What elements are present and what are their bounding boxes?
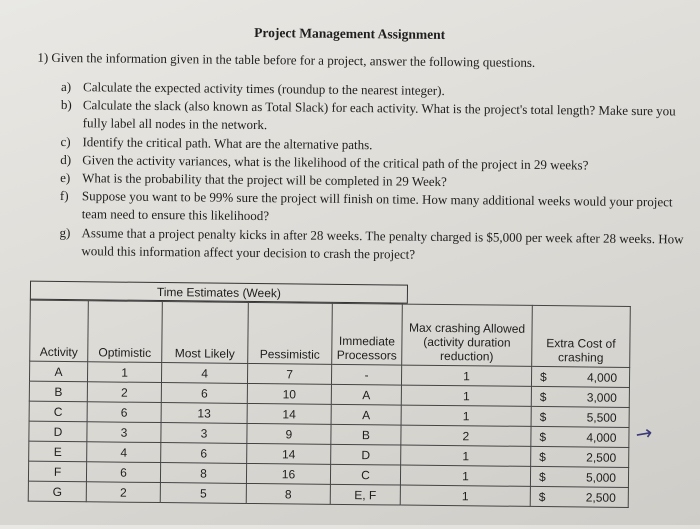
table-cell <box>530 466 628 487</box>
question-text: Suppose you want to be 99% sure the project will finish on time. How many additional weeks would your project team need to ensure this likelihood? <box>81 188 673 224</box>
cost-value: 3,000 <box>586 390 617 405</box>
column-header: Optimistic <box>88 301 163 363</box>
table-cell: G <box>28 481 86 502</box>
table-cell: 6 <box>161 443 247 464</box>
question-text: What is the probability that the project will be completed in 29 Week? <box>82 170 447 190</box>
question-text: Identify the critical path. What are the alternative paths. <box>82 133 373 152</box>
table-cell: B <box>331 424 401 445</box>
currency-symbol: $ <box>539 429 547 444</box>
question-list <box>59 78 691 267</box>
table-cell <box>531 426 629 447</box>
cost-value: 4,000 <box>586 370 618 385</box>
question-text: Calculate the slack (also known as Total Slack) for each activity. What is the project's total length? Make sure you fully label all nodes in the network. <box>82 97 676 133</box>
table-cell: 7 <box>247 363 331 384</box>
cost-value: 4,000 <box>586 429 617 445</box>
column-header: Activity <box>30 300 89 362</box>
table-cell <box>531 446 629 467</box>
column-header: Extra Cost of crashing <box>532 305 631 367</box>
table-cell: 16 <box>246 463 330 484</box>
table-cell: 14 <box>247 443 331 464</box>
table-cell: 6 <box>87 402 161 423</box>
question-text: Given the activity variances, what is the likelihood of the critical path of the project in 29 weeks? <box>82 152 589 173</box>
question-text: Calculate the expected activity times (roundup to the nearest integer). <box>82 79 445 98</box>
question-label: b) <box>60 97 72 113</box>
table-cell: 1 <box>87 362 161 383</box>
currency-symbol: $ <box>539 449 546 464</box>
table-cell: 2 <box>86 482 160 503</box>
table-cell: 8 <box>160 463 246 484</box>
question-item <box>59 224 689 267</box>
table-cell <box>530 486 628 507</box>
table-cell: A <box>331 404 401 425</box>
table-cell: 4 <box>161 363 247 384</box>
currency-symbol: $ <box>538 489 546 504</box>
time-estimates-table <box>28 281 630 527</box>
table-cell: 1 <box>400 465 530 486</box>
currency-symbol: $ <box>539 389 547 404</box>
table-cell: A <box>331 384 401 405</box>
table-cell: 2 <box>401 425 531 446</box>
page-title: Project Management Assignment <box>254 24 446 42</box>
table-cell: 4 <box>87 442 161 463</box>
question-label: a) <box>61 78 72 95</box>
table-cell: 13 <box>161 403 247 424</box>
cost-value: 5,000 <box>585 469 617 485</box>
table-cell: D <box>331 444 401 465</box>
table-cell: C <box>330 464 400 485</box>
table-cell: E <box>29 441 87 462</box>
currency-symbol: $ <box>539 369 547 384</box>
table-cell: - <box>331 364 401 385</box>
intro-text: 1) Given the information given in the table before for a project, answer the following questions. <box>37 49 536 70</box>
table-cell: 14 <box>247 403 331 424</box>
table-cell: 1 <box>401 405 531 426</box>
currency-symbol: $ <box>538 469 546 484</box>
table-cell: 2 <box>87 382 161 403</box>
table-cell: 3 <box>87 422 161 443</box>
table-cell: F <box>28 461 86 482</box>
table-cell: 1 <box>400 485 530 506</box>
table-cell: C <box>29 401 87 422</box>
table-cell: 1 <box>401 445 531 466</box>
question-label: g) <box>59 224 71 240</box>
table-cell: D <box>29 421 87 442</box>
table-caption: Time Estimates (Week) <box>30 281 408 304</box>
table-cell: E, F <box>330 484 400 505</box>
table-cell <box>531 406 629 427</box>
table-cell: 10 <box>247 383 331 404</box>
question-label: d) <box>60 151 72 167</box>
cost-value: 2,500 <box>586 449 617 465</box>
table-cell: A <box>29 361 87 382</box>
question-label: e) <box>60 169 71 186</box>
table-cell: 1 <box>401 365 531 386</box>
table-cell: 3 <box>161 423 247 444</box>
table-cell: B <box>29 381 87 402</box>
question-text: Assume that a project penalty kicks in after 28 weeks. The penalty charged is $5,000 per week after 28 weeks. How would this information affect your decision to crash the project? <box>81 224 684 262</box>
cost-value: 2,500 <box>585 489 616 505</box>
cost-value: 5,500 <box>586 410 617 425</box>
table-cell: 6 <box>86 462 160 483</box>
column-header: Immediate Processors <box>332 303 403 365</box>
table-cell: 1 <box>401 385 531 406</box>
table-cell <box>531 366 629 387</box>
question-label: f) <box>59 188 69 204</box>
column-header: Most Likely <box>162 302 249 364</box>
column-header: Max crashing Allowed (activity duration reduction) <box>402 304 533 366</box>
question-label: c) <box>60 133 71 149</box>
table-cell: 5 <box>160 483 246 504</box>
currency-symbol: $ <box>539 409 547 424</box>
table-cell: 6 <box>161 383 247 404</box>
column-header: Pessimistic <box>248 302 333 364</box>
table-cell: 8 <box>246 483 330 504</box>
handwritten-arrow-icon: → <box>633 419 655 447</box>
table-cell <box>531 386 629 407</box>
table-cell: 9 <box>247 423 331 444</box>
